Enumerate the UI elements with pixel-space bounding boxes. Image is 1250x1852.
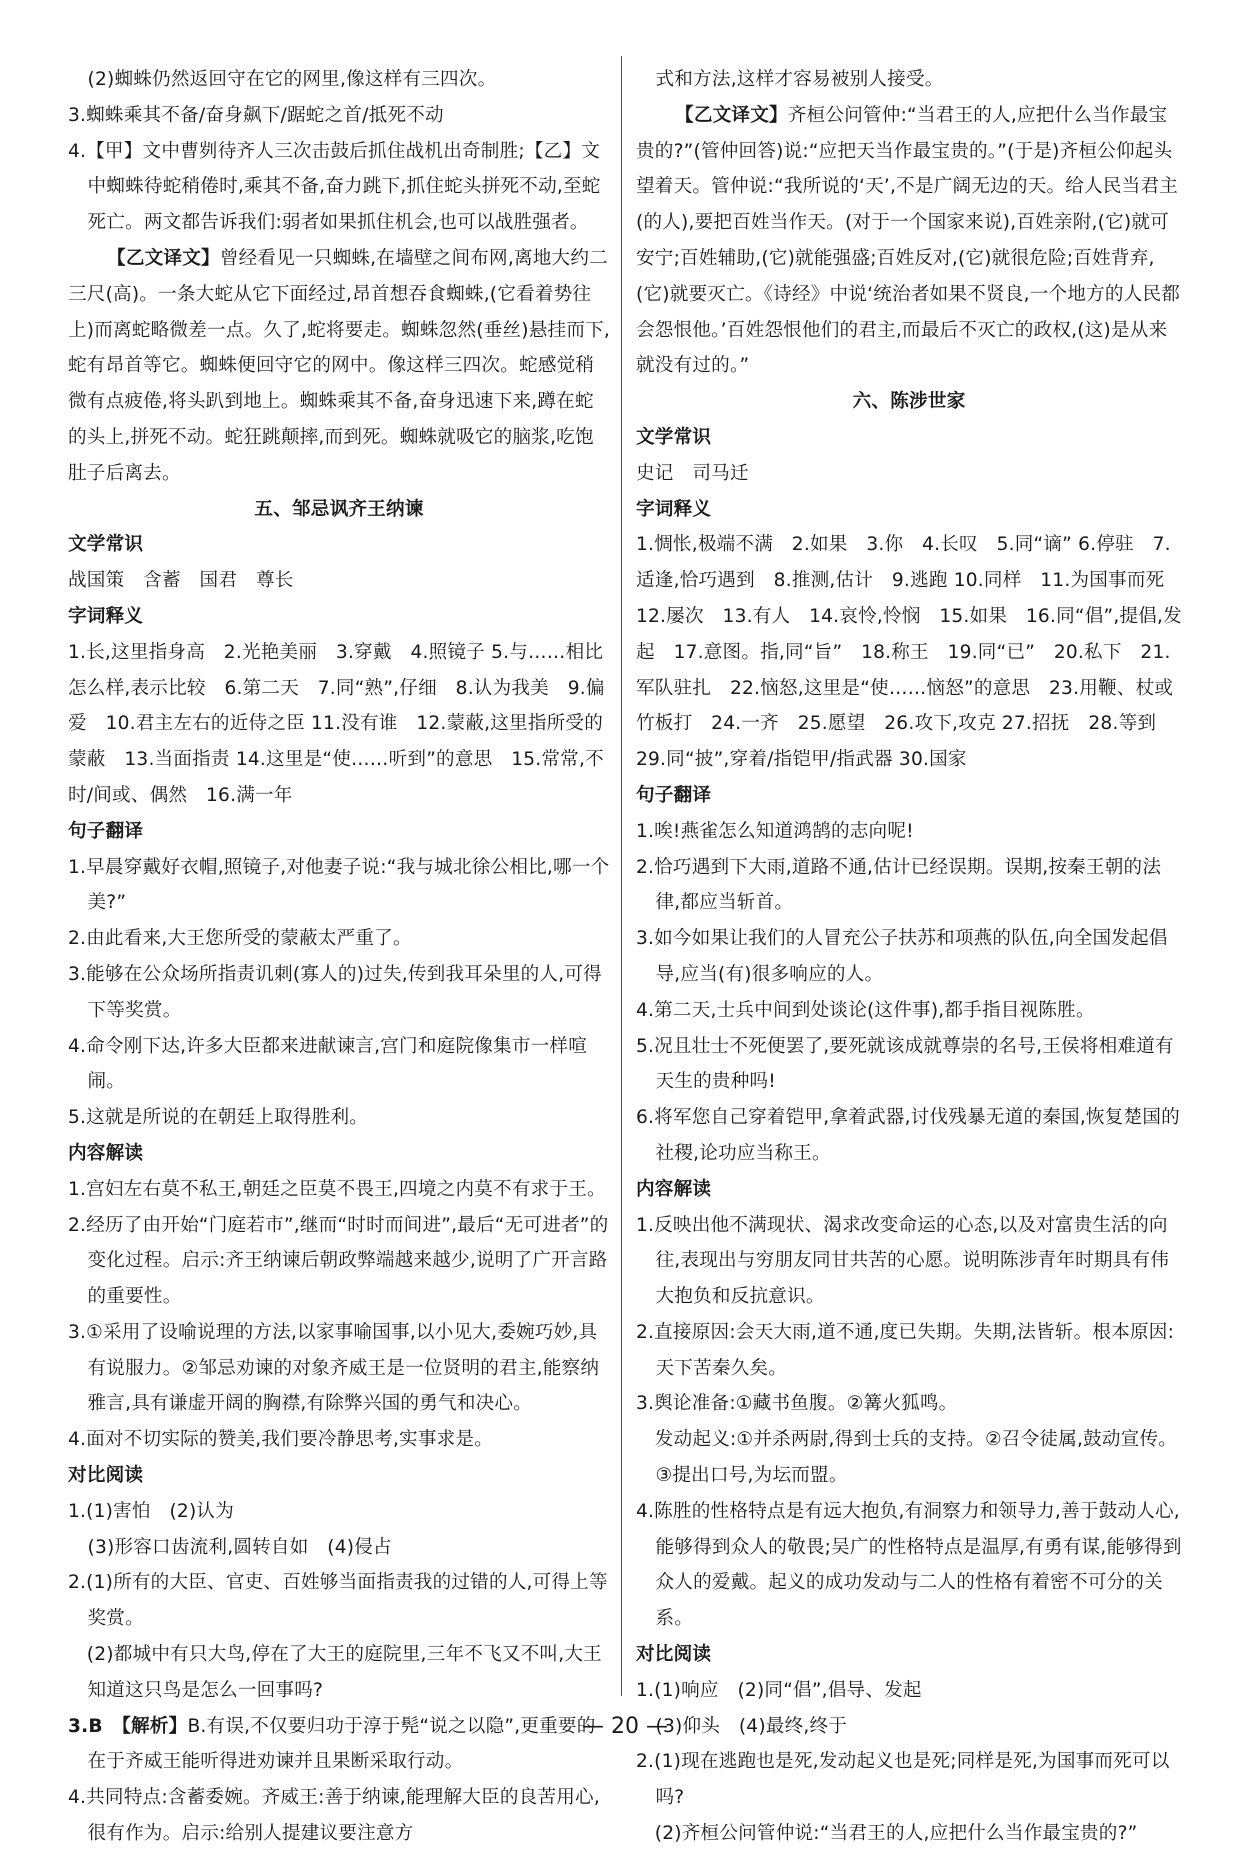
paragraph-text: (3)仰头 (4)最终,终于 — [655, 1715, 848, 1737]
subsection-heading — [68, 1136, 610, 1172]
paragraph-text: 4.【甲】文中曹刿待齐人三次击鼓后抓住战机出奇制胜;【乙】文中蜘蛛待蛇稍倦时,乘其不备,奋力跳下,抓住蛇头拼死不动,至蛇死亡。两文都告诉我们:弱者如果抓住机会,也可以战胜强者。 — [68, 140, 601, 234]
text-paragraph — [68, 62, 610, 98]
text-paragraph — [636, 456, 1182, 492]
text-paragraph — [636, 1422, 1182, 1494]
paragraph-text: 3.舆论准备:①藏书鱼腹。②篝火狐鸣。 — [636, 1393, 958, 1415]
paragraph-text: 史记 司马迁 — [636, 462, 749, 484]
paragraph-text: 1.(1)响应 (2)同“倡”,倡导、发起 — [636, 1679, 922, 1701]
paragraph-text: (2)齐桓公问管仲说:“当君王的人,应把什么当作最宝贵的?” — [636, 1823, 1138, 1845]
left-column — [68, 62, 610, 1852]
paragraph-text: 句子翻译 — [636, 784, 712, 806]
subsection-heading — [636, 1172, 1182, 1208]
paragraph-text: 1.(1)害怕 (2)认为 — [68, 1500, 234, 1522]
paragraph-text: 2.由此看来,大王您所受的蒙蔽太严重了。 — [68, 928, 412, 950]
text-paragraph — [68, 134, 610, 241]
paragraph-text: 1.惆怅,极端不满 2.如果 3.你 4.长叹 5.同“谪” 6.停驻 7.适逢,恰巧遇到 8.推测,估计 9.逃跑 10.同样 11.为国事而死 12.屡次 13.有人 14.哀怜,怜悯 15.如果 16.同“倡”,提倡,发起 17.意图。指,同“旨” 18.称王 19.同“已” 20.私下 21.军队驻扎 22.恼怒,这里是“使……恼怒”的意思 23.用鞭、杖或竹板打 24.一齐 25.愿望 26.攻下,攻克 27.招抚 28.等到 29.同“披”,穿着/指铠甲/指武器 30.国家 — [636, 534, 1184, 771]
text-paragraph — [636, 98, 1182, 384]
text-paragraph — [68, 563, 610, 599]
subsection-heading — [68, 814, 610, 850]
text-paragraph — [68, 957, 610, 1029]
paragraph-text: 3.能够在公众场所指责讥刺(寡人的)过失,传到我耳朵里的人,可得下等奖赏。 — [68, 963, 602, 1021]
paragraph-text: 对比阅读 — [68, 1465, 144, 1487]
text-paragraph — [68, 1565, 610, 1637]
text-paragraph — [68, 1172, 610, 1208]
paragraph-text: 1.早晨穿戴好衣帽,照镜子,对他妻子说:“我与城北徐公相比,哪一个美?” — [68, 856, 610, 914]
paragraph-text: 4.共同特点:含蓄委婉。齐威王:善于纳谏,能理解大臣的良苦用心,很有作为。启示:给别人提建议要注意方 — [68, 1787, 600, 1845]
text-paragraph — [68, 1780, 610, 1852]
paragraph-text: 1.长,这里指身高 2.光艳美丽 3.穿戴 4.照镜子 5.与……相比怎么样,表示比较 6.第二天 7.同“熟”,仔细 8.认为我美 9.偏爱 10.君主左右的近侍之臣 11.没有谁 12.蒙蔽,这里指所受的蒙蔽 13.当面指责 14.这里是“使……听到”的意思 15.常常,不时/间或、偶然 16.满一年 — [68, 641, 605, 806]
paragraph-text: 曾经看见一只蜘蛛,在墙壁之间布网,离地大约二三尺(高)。一条大蛇从它下面经过,昂首想吞食蜘蛛,(它看着势往上)而离蛇略微差一点。久了,蛇将要走。蜘蛛忽然(垂丝)悬挂而下,蛇有昂首等它。蜘蛛便回守它的网中。像这样三四次。蛇感觉稍微有点疲倦,将头趴到地上。蜘蛛乘其不备,奋身迅速下来,蹲在蛇的头上,拼死不动。蛇狂跳颠摔,而到死。蜘蛛就吸它的脑浆,吃饱肚子后离去。 — [68, 247, 611, 484]
paragraph-text: 六、陈涉世家 — [852, 391, 966, 413]
section-title — [68, 492, 610, 528]
subsection-heading — [68, 1458, 610, 1494]
paragraph-text: 5.这就是所说的在朝廷上取得胜利。 — [68, 1107, 369, 1129]
text-paragraph — [636, 1816, 1182, 1852]
subsection-heading — [68, 527, 610, 563]
inline-label: 【乙文译文】 — [675, 104, 788, 126]
paragraph-text: 3.①采用了设喻说理的方法,以家事喻国事,以小见大,委婉巧妙,具有说服力。②邹忌劝谏的对象齐威王是一位贤明的君主,能察纳雅言,具有谦虚开阔的胸襟,有除弊兴国的勇气和决心。 — [68, 1321, 600, 1415]
paragraph-text: (3)形容口齿流利,圆转自如 (4)侵占 — [87, 1536, 392, 1558]
paragraph-text: 字词释义 — [68, 605, 144, 627]
text-paragraph — [68, 635, 610, 814]
paragraph-text: 五、邹忌讽齐王纳谏 — [254, 498, 424, 520]
paragraph-text: (2)蜘蛛仍然返回守在它的网里,像这样有三四次。 — [87, 69, 497, 90]
text-paragraph — [68, 98, 610, 134]
paragraph-text: 战国策 含蓄 国君 尊长 — [68, 570, 294, 592]
paragraph-text: 2.(1)所有的大臣、官吏、百姓够当面指责我的过错的人,可得上等奖赏。 — [68, 1572, 608, 1630]
text-paragraph — [68, 1315, 610, 1422]
paragraph-text: 齐桓公问管仲:“当君王的人,应把什么当作最宝贵的?”(管仲回答)说:“应把天当作最宝贵的。”(于是)齐桓公仰起头望着天。管仲说:“我所说的‘天’,不是广阔无边的天。给人民当君主(的人),要把百姓当作天。(对于一个国家来说),百姓亲附,(它)就可安宁;百姓辅助,(它)就能强盛;百姓反对,(它)就很危险;百姓背弃,(它)就要灭亡。《诗经》中说‘统治者如果不贤良,一个地方的人民都会怨恨他。’百姓怨恨他们的君主,而最后不灭亡的政权,(这)是从来就没有过的。” — [636, 104, 1181, 377]
paragraph-text: 4.面对不切实际的赞美,我们要冷静思考,实事求是。 — [68, 1429, 494, 1451]
subsection-heading — [636, 492, 1182, 528]
paragraph-text: (2)都城中有只大鸟,停在了大王的庭院里,三年不飞又不叫,大王知道这只鸟是怎么一回事吗? — [68, 1644, 602, 1701]
text-paragraph — [636, 1744, 1182, 1816]
text-paragraph — [636, 62, 1182, 98]
paragraph-text: 3.如今如果让我们的人冒充公子扶苏和项燕的队伍,向全国发起倡导,应当(有)很多响应的人。 — [636, 928, 1168, 985]
paragraph-text: 5.况且壮士不死便罢了,要死就该成就尊崇的名号,王侯将相难道有天生的贵种吗! — [636, 1035, 1174, 1093]
text-paragraph — [68, 1100, 610, 1136]
text-paragraph — [68, 921, 610, 957]
text-paragraph — [636, 993, 1182, 1029]
inline-label: 3.B 【解析】 — [68, 1715, 188, 1737]
subsection-heading — [636, 1637, 1182, 1673]
paragraph-text: 2.(1)现在逃跑也是死,发动起义也是死;同样是死,为国事而死可以吗? — [636, 1751, 1170, 1809]
text-paragraph — [68, 1530, 610, 1566]
text-paragraph — [636, 1100, 1182, 1172]
paragraph-text: 2.恰巧遇到下大雨,道路不通,估计已经误期。误期,按秦王朝的法律,都应当斩首。 — [636, 856, 1162, 914]
page-number: — 20 — — [582, 1714, 668, 1739]
paragraph-text: 4.第二天,士兵中间到处谈论(这件事),都手指目视陈胜。 — [636, 999, 1095, 1021]
subsection-heading — [636, 420, 1182, 456]
paragraph-text: 1.唉!燕雀怎么知道鸿鹄的志向呢! — [636, 820, 914, 842]
paragraph-text: 字词释义 — [636, 498, 712, 520]
text-paragraph — [68, 1494, 610, 1530]
text-paragraph — [68, 241, 610, 492]
paragraph-text: 4.陈胜的性格特点是有远大抱负,有洞察力和领导力,善于鼓动人心,能够得到众人的敬畏;吴广的性格特点是温厚,有勇有谋,能够得到众人的爱戴。起义的成功发动与二人的性格有着密不可分的关系。 — [636, 1500, 1182, 1630]
paragraph-text: 3.蜘蛛乘其不备/奋身飙下/踞蛇之首/抵死不动 — [68, 104, 444, 126]
subsection-heading — [636, 778, 1182, 814]
paragraph-text: 发动起义:①并杀两尉,得到士兵的支持。②召令徒属,鼓动宣传。③提出口号,为坛而盟。 — [636, 1429, 1178, 1487]
column-divider — [621, 56, 622, 1696]
inline-label: 【乙文译文】 — [107, 247, 220, 269]
text-paragraph — [636, 527, 1182, 778]
paragraph-text: 2.直接原因:会天大雨,道不通,度已失期。失期,法皆斩。根本原因:天下苦秦久矣。 — [636, 1321, 1175, 1379]
text-paragraph — [636, 1386, 1182, 1422]
paragraph-text: 内容解读 — [68, 1142, 144, 1164]
text-paragraph — [68, 1029, 610, 1101]
paragraph-text: B.有误,不仅要归功于淳于髡“说之以隐”,更重要的在于齐威王能听得进劝谏并且果断采取行动。 — [87, 1715, 596, 1773]
text-paragraph — [636, 850, 1182, 922]
text-paragraph — [636, 1494, 1182, 1637]
paragraph-text: 2.经历了由开始“门庭若市”,继而“时时而间进”,最后“无可进者”的变化过程。启示:齐王纳谏后朝政弊端越来越少,说明了广开言路的重要性。 — [68, 1214, 609, 1308]
text-paragraph — [68, 1208, 610, 1315]
text-paragraph — [636, 921, 1182, 993]
text-paragraph — [636, 1673, 1182, 1709]
text-paragraph — [636, 1029, 1182, 1101]
paragraph-text: 式和方法,这样才容易被别人接受。 — [655, 69, 944, 90]
paragraph-text: 句子翻译 — [68, 820, 144, 842]
subsection-heading — [68, 599, 610, 635]
paragraph-text: 文学常识 — [636, 426, 712, 448]
text-paragraph — [636, 814, 1182, 850]
paragraph-text: 文学常识 — [68, 534, 144, 556]
paragraph-text: 4.命令刚下达,许多大臣都来进献谏言,宫门和庭院像集市一样喧闹。 — [68, 1035, 587, 1093]
paragraph-text: 1.宫妇左右莫不私王,朝廷之臣莫不畏王,四境之内莫不有求于王。 — [68, 1178, 606, 1200]
text-paragraph — [636, 1208, 1182, 1315]
text-paragraph — [68, 1422, 610, 1458]
paragraph-text: 对比阅读 — [636, 1644, 712, 1666]
section-title — [636, 384, 1182, 420]
right-column — [636, 62, 1182, 1852]
paragraph-text: 内容解读 — [636, 1178, 712, 1200]
text-paragraph — [68, 850, 610, 922]
text-paragraph — [68, 1637, 610, 1709]
text-paragraph — [636, 1315, 1182, 1387]
paragraph-text: 6.将军您自己穿着铠甲,拿着武器,讨伐残暴无道的秦国,恢复楚国的社稷,论功应当称王。 — [636, 1107, 1180, 1164]
paragraph-text: 1.反映出他不满现状、渴求改变命运的心态,以及对富贵生活的向往,表现出与穷朋友同甘共苦的心愿。说明陈涉青年时期具有伟大抱负和反抗意识。 — [636, 1214, 1170, 1308]
